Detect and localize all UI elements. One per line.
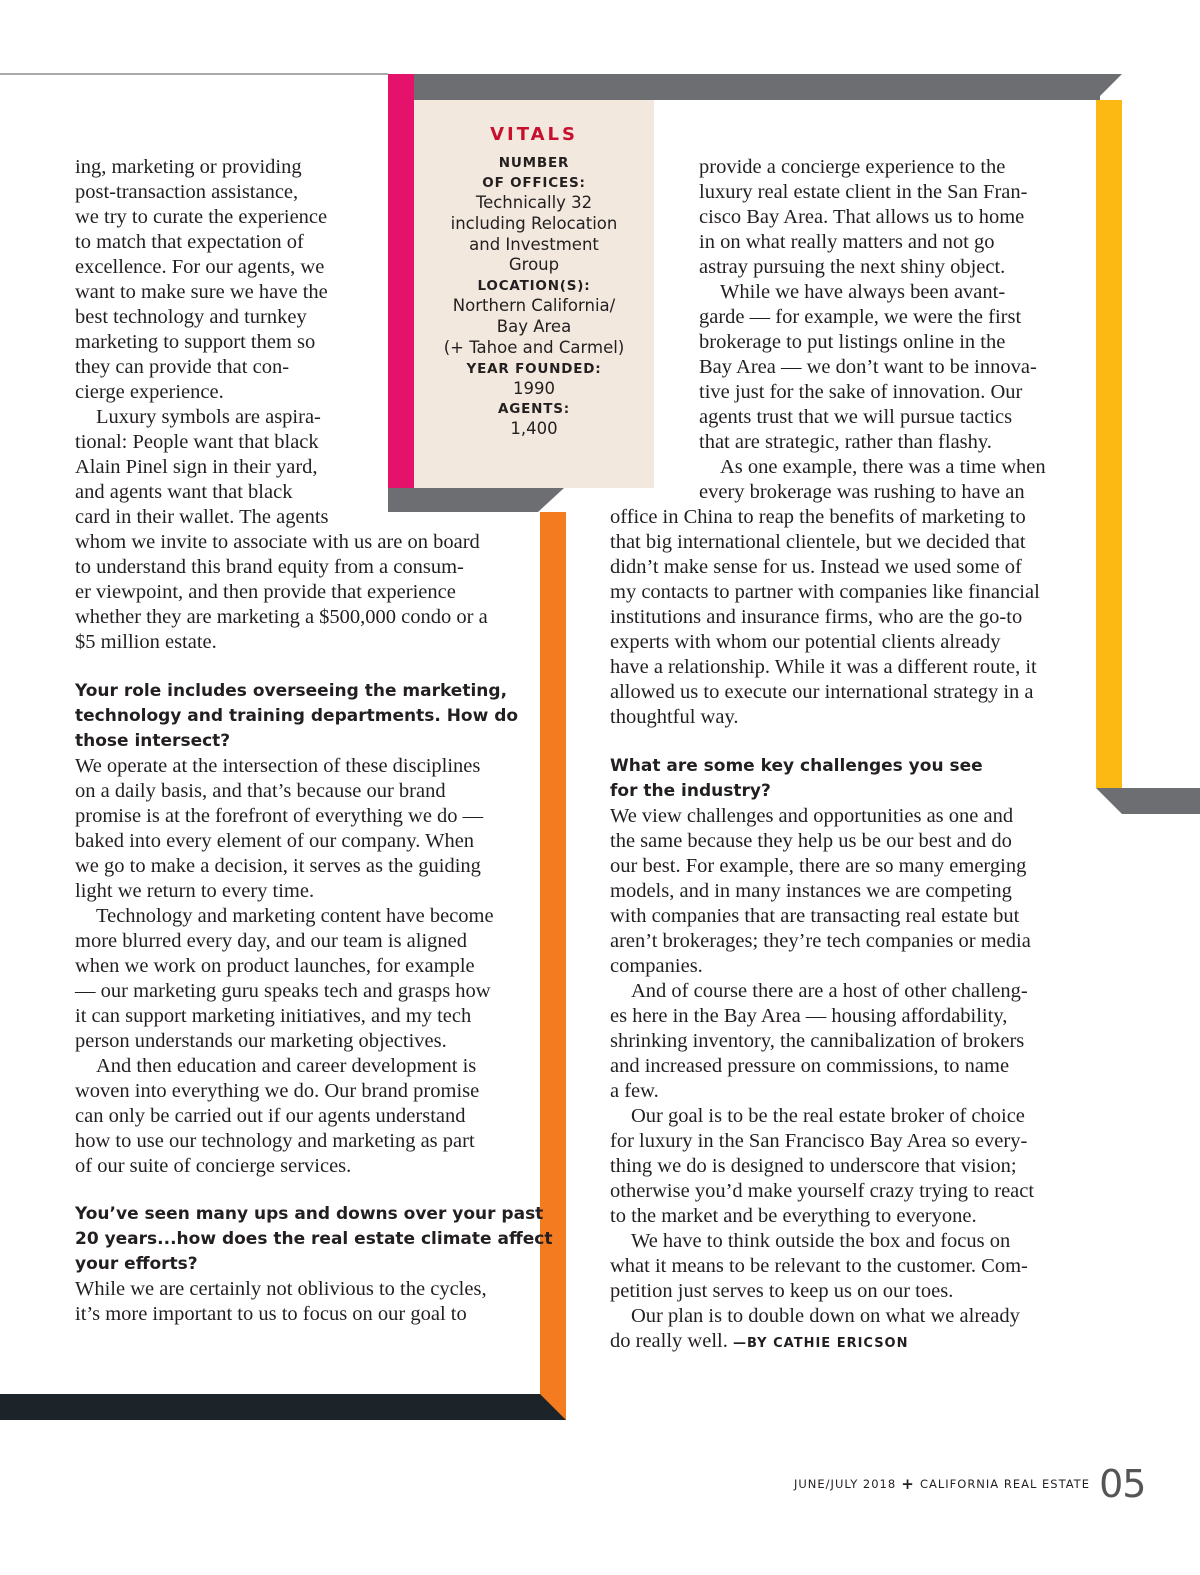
question-heading: 20 years...how does the real estate climate affect: [75, 1229, 553, 1249]
vitals-offices-label: OF OFFICES:: [482, 175, 586, 191]
question-heading: technology and training departments. How do: [75, 706, 519, 726]
vitals-location-value: Bay Area: [496, 316, 572, 336]
left-text-line: on a daily basis, and that’s because our brand: [75, 780, 446, 802]
vitals-title: VITALS: [490, 124, 578, 145]
yellow-frame-bar: [1096, 100, 1122, 788]
right-text-line: do really well.: [610, 1330, 728, 1352]
left-text-line: card in their wallet. The agents: [75, 506, 329, 528]
right-text-line: garde — for example, we were the first: [699, 306, 1022, 328]
vitals-location-label: LOCATION(S):: [477, 278, 591, 295]
left-text-line: tional: People want that black: [75, 431, 319, 453]
left-text-line: best technology and turnkey: [75, 306, 307, 328]
byline: —BY CATHIE ERICSON: [732, 1336, 909, 1351]
left-text-line: to understand this brand equity from a consum-: [75, 556, 464, 578]
right-text-line: Our plan is to double down on what we already: [631, 1305, 1020, 1327]
left-text-line: to match that expectation of: [75, 231, 304, 253]
right-text-line: Our goal is to be the real estate broker of choice: [631, 1105, 1025, 1127]
left-text-line: woven into everything we do. Our brand promise: [75, 1080, 480, 1102]
vitals-agents-label: AGENTS:: [498, 401, 570, 418]
left-text-line: We operate at the intersection of these disciplines: [75, 755, 481, 777]
right-text-line: brokerage to put listings online in the: [699, 331, 1006, 353]
right-text-line: aren’t brokerages; they’re tech companies or media: [610, 930, 1031, 952]
left-text-line: and agents want that black: [75, 481, 293, 503]
left-text-line: ing, marketing or providing: [75, 156, 302, 178]
right-text-line: We have to think outside the box and focus on: [631, 1230, 1011, 1252]
question-heading: those intersect?: [75, 731, 231, 751]
right-text-line: that are strategic, rather than flashy.: [699, 431, 992, 453]
right-text-line: cisco Bay Area. That allows us to home: [699, 206, 1025, 228]
left-text-line: $5 million estate.: [75, 631, 217, 653]
plus-icon: +: [901, 1475, 915, 1493]
right-text-line: in on what really matters and not go: [699, 231, 995, 253]
right-text-line: office in China to reap the benefits of marketing to: [610, 506, 1026, 528]
grey-frame-step-end: [538, 488, 564, 512]
right-text-line: allowed us to execute our international strategy in a: [610, 681, 1034, 703]
right-text-line: what it means to be relevant to the customer. Com-: [610, 1255, 1028, 1277]
question-heading: What are some key challenges you see: [610, 756, 983, 776]
left-text-line: er viewpoint, and then provide that experience: [75, 581, 456, 603]
footer-publication: CALIFORNIA REAL ESTATE: [919, 1477, 1090, 1491]
vitals-offices-value: including Relocation: [450, 213, 618, 233]
right-text-line: agents trust that we will pursue tactics: [699, 406, 1013, 428]
vitals-founded-value: 1990: [513, 378, 555, 398]
question-heading: your efforts?: [75, 1254, 198, 1274]
vitals-offices-label: NUMBER: [498, 155, 570, 171]
right-text-line: every brokerage was rushing to have an: [699, 481, 1025, 503]
left-text-line: excellence. For our agents, we: [75, 256, 325, 278]
right-text-line: As one example, there was a time when: [720, 456, 1046, 478]
right-text-line: astray pursuing the next shiny object.: [699, 256, 1006, 278]
footer-issue: JUNE/JULY 2018: [794, 1477, 897, 1491]
left-text-line: While we are certainly not oblivious to the cycles,: [75, 1278, 487, 1300]
left-text-line: can only be carried out if our agents understand: [75, 1105, 466, 1127]
left-text-line: post-transaction assistance,: [75, 181, 299, 203]
dark-frame-bar-bottom-end: [540, 1394, 566, 1420]
left-text-line: marketing to support them so: [75, 331, 316, 353]
left-text-line: whom we invite to associate with us are on board: [75, 531, 480, 553]
grey-frame-bar-top-end: [1096, 74, 1122, 100]
right-text-line: the same because they help us be our best and do: [610, 830, 1012, 852]
right-text-line: have a relationship. While it was a different route, it: [610, 656, 1037, 678]
left-text-line: light we return to every time.: [75, 880, 315, 902]
right-text-line: my contacts to partner with companies like financial: [610, 581, 1040, 603]
vitals-panel: [414, 124, 654, 440]
vitals-agents-value: 1,400: [510, 419, 558, 439]
left-text-line: Alain Pinel sign in their yard,: [75, 456, 318, 478]
page-number: 05: [1099, 1462, 1146, 1506]
left-text-line: Luxury symbols are aspira-: [96, 406, 321, 428]
right-text-line: that big international clientele, but we decided that: [610, 531, 1026, 553]
left-text-line: want to make sure we have the: [75, 281, 328, 303]
vitals-offices-value: and Investment: [469, 234, 599, 254]
right-text-line: provide a concierge experience to the: [699, 156, 1006, 178]
top-rule: [0, 73, 388, 75]
vitals-location-value: (+ Tahoe and Carmel): [443, 337, 625, 357]
left-text-line: how to use our technology and marketing as part: [75, 1130, 475, 1152]
question-heading: Your role includes overseeing the marketing,: [75, 681, 508, 701]
left-text-line: we go to make a decision, it serves as the guiding: [75, 855, 481, 877]
left-text-line: Technology and marketing content have become: [96, 905, 494, 927]
right-text-line: thoughtful way.: [610, 706, 739, 728]
right-text-line: models, and in many instances we are competing: [610, 880, 1012, 902]
right-text-line: petition just serves to keep us on our toes.: [610, 1280, 954, 1302]
grey-frame-bar-right-start: [1096, 788, 1122, 814]
right-text-line: didn’t make sense for us. Instead we used some of: [610, 556, 1022, 578]
vitals-offices-value: Technically 32: [475, 193, 593, 212]
right-text-line: And of course there are a host of other challeng-: [631, 980, 1028, 1002]
right-text-line: a few.: [610, 1080, 659, 1102]
vitals-founded-label: YEAR FOUNDED:: [466, 360, 602, 377]
dark-frame-bar-bottom: [0, 1394, 540, 1420]
question-heading: for the industry?: [610, 781, 771, 801]
right-text-line: for luxury in the San Francisco Bay Area so every-: [610, 1130, 1028, 1152]
grey-frame-step: [388, 488, 538, 512]
right-text-line: our best. For example, there are so many emerging: [610, 855, 1027, 877]
grey-frame-bar-right: [1122, 788, 1200, 814]
left-text-line: cierge experience.: [75, 381, 224, 403]
left-text-line: they can provide that con-: [75, 356, 290, 378]
orange-frame-bar: [540, 512, 566, 1420]
right-text-line: companies.: [610, 955, 703, 977]
right-text-line: institutions and insurance firms, who are the go-to: [610, 606, 1023, 628]
left-text-line: of our suite of concierge services.: [75, 1155, 352, 1177]
left-text-line: baked into every element of our company. When: [75, 830, 475, 852]
page-footer: [794, 1462, 1145, 1506]
left-text-line: we try to curate the experience: [75, 206, 328, 228]
right-text-line: to the market and be everything to everyone.: [610, 1205, 977, 1227]
vitals-location-value: Northern California/: [452, 296, 616, 316]
right-text-line: shrinking inventory, the cannibalization of brokers: [610, 1030, 1025, 1052]
vitals-offices-value: Group: [508, 255, 560, 275]
grey-frame-bar-top: [388, 74, 1100, 100]
right-text-line: thing we do is designed to underscore that vision;: [610, 1155, 1017, 1177]
right-text-line: Bay Area — we don’t want to be innova-: [699, 356, 1037, 378]
left-text-line: person understands our marketing objectives.: [75, 1030, 447, 1052]
pink-frame-bar: [388, 74, 414, 488]
right-text-line: otherwise you’d make yourself crazy trying to react: [610, 1180, 1035, 1202]
right-text-line: experts with whom our potential clients already: [610, 631, 1001, 653]
left-text-line: whether they are marketing a $500,000 condo or a: [75, 606, 488, 628]
right-text-line: While we have always been avant-: [720, 281, 1006, 303]
left-text-line: more blurred every day, and our team is aligned: [75, 930, 468, 952]
right-text-line: and increased pressure on commissions, to name: [610, 1055, 1010, 1077]
left-text-line: And then education and career development is: [96, 1055, 477, 1077]
question-heading: You’ve seen many ups and downs over your past: [75, 1204, 544, 1224]
left-text-line: it can support marketing initiatives, and my tech: [75, 1005, 472, 1027]
right-text-line: We view challenges and opportunities as one and: [610, 805, 1014, 827]
right-text-line: tive just for the sake of innovation. Our: [699, 381, 1023, 403]
left-text-line: promise is at the forefront of everything we do —: [75, 805, 484, 827]
right-text-line: with companies that are transacting real estate but: [610, 905, 1020, 927]
left-text-line: it’s more important to us to focus on our goal to: [75, 1303, 467, 1325]
left-text-line: when we work on product launches, for example: [75, 955, 475, 977]
right-text-line: es here in the Bay Area — housing affordability,: [610, 1005, 1008, 1027]
right-text-line-final: [610, 1329, 909, 1356]
left-text-line: — our marketing guru speaks tech and grasps how: [75, 980, 491, 1002]
right-text-line: luxury real estate client in the San Fran-: [699, 181, 1028, 203]
